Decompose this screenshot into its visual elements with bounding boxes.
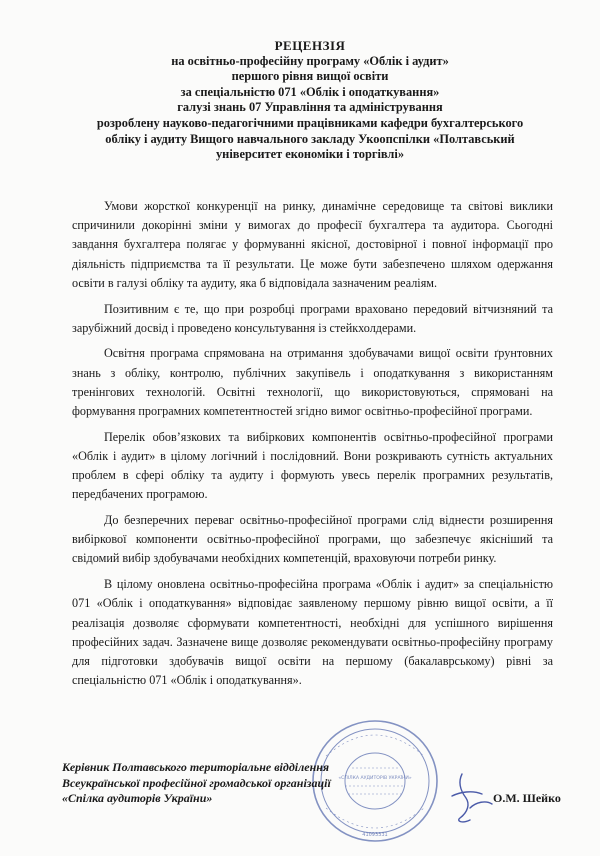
paragraph-1: Умови жорсткої конкуренції на ринку, динамічне середовище та світові виклики спричинили докорінні зміни у вимогах до професії бухгалтера та аудитора. Сьогодні завдання бухгалтера полягає у формуванні якісної, достовірної і повної інформації про діяльність підприємства та її результати. Це може бути забезпечено шляхом одержання освіти в галузі обліку та аудиту, яка б відповідала зазначеним реаліям. (72, 199, 553, 290)
header-line-4: галузі знань 07 Управління та адміністрування (177, 100, 443, 115)
paragraph-3: Освітня програма спрямована на отримання здобувачами вищої освіти ґрунтовних знань з обліку, контролю, публічних закупівель і оподаткування з використанням тренінгових технологій. Освітні технології, що використовуються, спрямовані на формування програмних компетентностей згідно вимог освітньо-професійної програми. (72, 346, 553, 419)
signature-line-1: Керівник Полтавського територіальне відділення (62, 760, 330, 774)
header-line-3: за спеціальністю 071 «Облік і оподаткування» (180, 84, 440, 99)
stamp-code: 41093331 (362, 832, 388, 838)
header-line-7: університет економіки і торгівлі» (215, 147, 405, 162)
signature-line-2: Всеукраїнської професійної громадської організації (62, 775, 331, 790)
header-line-6: обліку і аудиту Вищого навчального закладу Укоопспілки «Полтавський (105, 131, 515, 146)
header-line-5: розроблену науково-педагогічними працівниками кафедри бухгалтерського (96, 115, 524, 130)
signature-block (62, 760, 542, 807)
paragraph-2: Позитивним є те, що при розробці програми враховано передовий вітчизняний та зарубіжний досвід і проведено консультування із стейкхолдерами. (72, 301, 553, 335)
paragraph-5: До безперечних переваг освітньо-професійної програми слід віднести розширення вибіркової компоненти освітньо-професійної програми, що забезпечує якісніший та свідомий вибір здобувачами необхідних компетенцій, враховуючи потреби ринку. (72, 513, 553, 566)
paragraph-6: В цілому оновлена освітньо-професійна програма «Облік і аудит» за спеціальністю 071 «Облік і оподаткування» відповідає заявленому першому рівню вищої освіти, а її реалізація дозволяє сформувати компетентності, необхідні для успішного вирішення професійних задач. Зазначене вище дозволяє рекомендувати освітньо-професійну програму для підготовки здобувачів вищої освіти на першому (бакалаврському) рівні за спеціальністю 071 «Облік і оподаткування». (72, 577, 553, 688)
header-line-2: першого рівня вищої освіти (231, 69, 389, 84)
review-body (72, 197, 553, 697)
header-line-1: на освітньо-професійну програму «Облік і аудит» (171, 53, 449, 68)
stamp-center-text: «СПІЛКА АУДИТОРІВ УКРАЇНИ» (338, 776, 412, 781)
document-header (40, 38, 580, 163)
document-title: РЕЦЕНЗІЯ (274, 38, 346, 53)
paragraph-4: Перелік обов’язкових та вибіркових компонентів освітньо-професійної програми «Облік і аудит» в цілому логічний і послідовний. Вони розкривають сутність актуальних проблем в сфері обліку та аудиту і формують увесь перелік програмних результатів, передбачених програмою. (72, 429, 553, 502)
signature-line-3: «Спілка аудиторів України» (62, 791, 213, 805)
signatory-name: О.М. Шейко (493, 791, 561, 805)
